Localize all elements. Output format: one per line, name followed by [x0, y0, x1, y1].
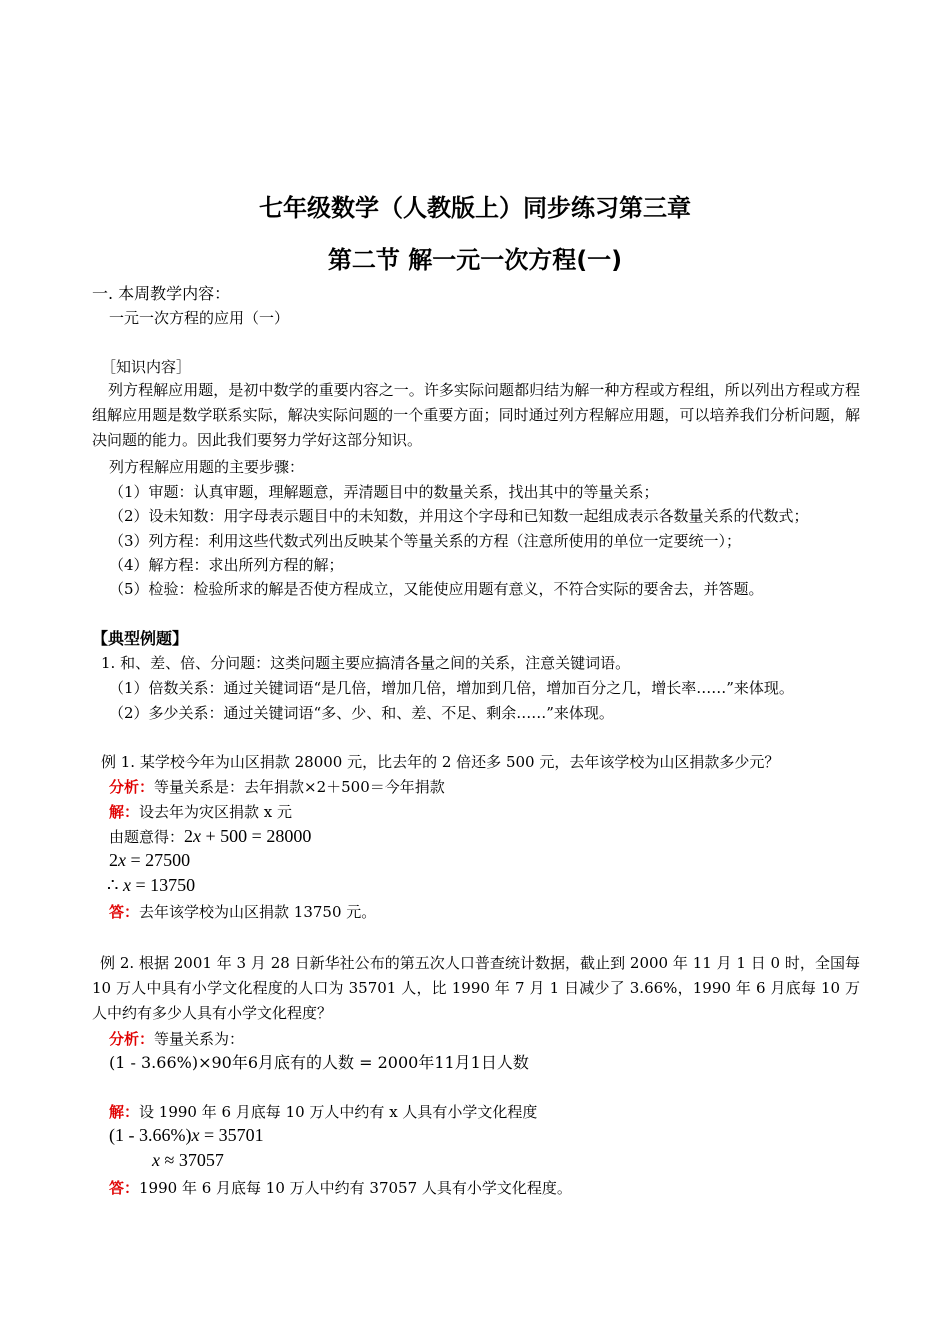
examples-heading: 【典型例题】	[92, 629, 189, 648]
example-1-problem: 例 1. 某学校今年为山区捐款 28000 元，比去年的 2 倍还多 500 元，去年该学校为山区捐款多少元？	[101, 753, 780, 771]
given-label: 由题意得：	[109, 828, 185, 846]
example-2-problem: 例 2. 根据 2001 年 3 月 28 日新华社公布的第五次人口普查统计数据，截止到 2000 年 11 月 1 日 0 时，全国每 10 万人中具有小学文化程度的人口为 35701 人，比 1990 年 7 月 1 日减少了 3.66%，1990 年 6 月底每 10 万人中约有多少人具有小学文化程度？	[92, 954, 860, 1022]
answer-label: 答：	[109, 1179, 140, 1197]
example-1-answer	[109, 901, 376, 923]
solution-label: 解：	[109, 1103, 140, 1121]
analysis-text: 等量关系为：	[154, 1030, 245, 1048]
analysis-label: 分析：	[109, 1030, 155, 1048]
solution-text: 设 1990 年 6 月底每 10 万人中约有 x 人具有小学文化程度	[139, 1103, 538, 1121]
example-2-equation-1: (1 - 3.66%)x = 35701	[109, 1125, 264, 1145]
example-2-equation-2: x ≈ 37057	[152, 1150, 224, 1170]
knowledge-paragraph: 列方程解应用题，是初中数学的重要内容之一。许多实际问题都归结为解一种方程或方程组，所以列出方程或方程组解应用题是数学联系实际，解决实际问题的一个重要方面；同时通过列方程解应用题，可以培养我们分析问题，解决问题的能力。因此我们要努力学好这部分知识。	[92, 381, 860, 449]
examples-intro: 1. 和、差、倍、分问题：这类问题主要应搞清各量之间的关系，注意关键词语。	[101, 654, 631, 672]
answer-text: 1990 年 6 月底每 10 万人中约有 37057 人具有小学文化程度。	[139, 1179, 572, 1197]
analysis-label: 分析：	[109, 778, 155, 796]
step-item: （5）检验：检验所求的解是否使方程成立，又能使应用题有意义，不符合实际的要舍去，并答题。	[109, 580, 764, 598]
examples-type-1: （1）倍数关系：通过关键词语“是几倍，增加几倍，增加到几倍，增加百分之几，增长率……”来体现。	[109, 679, 794, 697]
example-1-equation-1	[109, 825, 311, 848]
solution-label: 解：	[109, 803, 140, 821]
step-item: （2）设未知数：用字母表示题目中的未知数，并用这个字母和已知数一起组成表示各数量关系的代数式；	[109, 507, 809, 525]
example-1-equation-3: ∴ x = 13750	[107, 875, 196, 895]
example-1-analysis	[109, 776, 445, 798]
page-title: 七年级数学（人教版上）同步练习第三章	[259, 194, 691, 222]
steps-heading: 列方程解应用题的主要步骤：	[109, 458, 305, 476]
answer-text: 去年该学校为山区捐款 13750 元。	[139, 903, 377, 921]
example-2-solution	[109, 1101, 537, 1123]
section-topic: 一元一次方程的应用（一）	[109, 309, 290, 327]
step-item: （1）审题：认真审题，理解题意，弄清题目中的数量关系，找出其中的等量关系；	[109, 483, 659, 501]
knowledge-heading: ［知识内容］	[101, 358, 192, 376]
step-item: （3）列方程：利用这些代数式列出反映某个等量关系的方程（注意所使用的单位一定要统一）；	[109, 532, 742, 550]
section-heading: 一. 本周教学内容：	[92, 284, 231, 303]
example-2-analysis	[109, 1028, 244, 1050]
answer-label: 答：	[109, 903, 140, 921]
page-subtitle: 第二节 解一元一次方程(一)	[327, 246, 623, 274]
example-1-solution	[109, 801, 292, 823]
analysis-text: 等量关系是：去年捐款×2＋500＝今年捐款	[154, 778, 445, 796]
equation: 2x + 500 = 28000	[184, 826, 312, 846]
example-2-answer	[109, 1177, 572, 1199]
example-1-equation-2: 2x = 27500	[109, 850, 191, 870]
examples-type-2: （2）多少关系：通过关键词语“多、少、和、差、不足、剩余……”来体现。	[109, 704, 614, 722]
step-item: （4）解方程：求出所列方程的解；	[109, 556, 344, 574]
solution-text: 设去年为灾区捐款 x 元	[139, 803, 293, 821]
example-2-relation: (1 - 3.66%)×90年6月底有的人数 = 2000年11月1日人数	[109, 1053, 529, 1072]
